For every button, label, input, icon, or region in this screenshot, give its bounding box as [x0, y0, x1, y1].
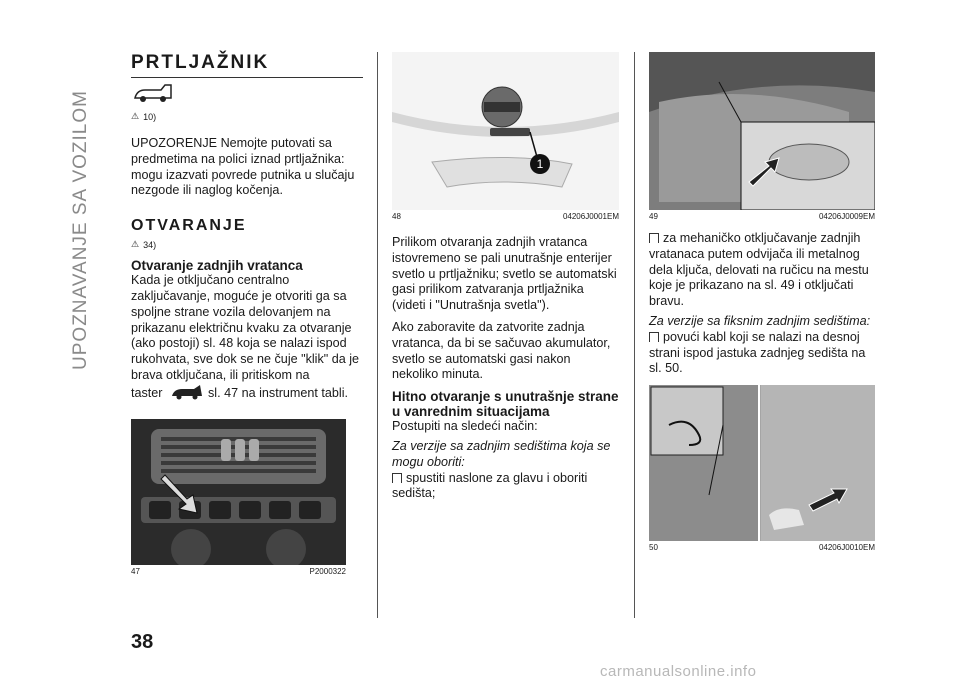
figure-49-trunk-lever [649, 52, 875, 210]
car-trunk-button-icon [170, 384, 204, 405]
warning-text: UPOZORENJE Nemojte putovati sa predmetima na polici iznad prtljažnika: mogu izazvati povrede putnika u slučaju nezgode ili naglog kočenja. [131, 136, 355, 198]
italic-note: Za verzije sa fiksnim zadnjim sedištima: [649, 313, 871, 328]
body-paragraph: Prilikom otvaranja zadnjih vratanca istovremeno se pali unutrašnje enterijer svetlo u prtljažniku; svetlo se automatski gasi prilikom zatvaranja prtljažnika (videti i "Unutrašnja svetla"). [392, 235, 617, 313]
figure-48-tailgate [392, 52, 619, 210]
bullet-bracket-icon [649, 233, 659, 243]
warning-ref: ⚠ 34) [131, 239, 157, 250]
trunk-icon [131, 82, 363, 109]
warning-triangle-icon: ⚠ [131, 239, 140, 250]
subheading: Otvaranje zadnjih vratanca [131, 258, 303, 274]
section-sidebar-label: UPOZNAVANJE SA VOZILOM [70, 90, 91, 370]
callout-label: 1 [536, 157, 544, 171]
figure-caption: 50 04206J0010EM [649, 543, 875, 553]
column-2 [392, 52, 619, 502]
body-paragraph-tail: taster sl. 47 na instrument tabli. [131, 384, 363, 405]
italic-note: Za verzije sa zadnjim sedištima koja se mogu oboriti: [392, 438, 611, 469]
figure-50-seat-cable [649, 385, 875, 541]
warning-triangle-icon: ⚠ [131, 111, 140, 121]
section-heading: PRTLJAŽNIK [131, 52, 270, 73]
figure-caption: 47 P2000322 [131, 566, 346, 576]
heading-rule [131, 77, 363, 78]
bullet-item: povući kabl koji se nalazi na desnoj strani ispod jastuka zadnjeg sedišta na sl. 50. [649, 329, 866, 376]
footer-watermark: carmanualsonline.info [600, 663, 757, 680]
figure-caption: 48 04206J0001EM [392, 212, 619, 221]
bullet-item: za mehaničko otključavanje zadnjih vratanaca putem odvijača ili metalnog dela ključa, delovati na ručicu na mestu koje je prikazano na sl. 49 i otključati bravu. [649, 231, 869, 309]
page-number: 38 [131, 631, 154, 653]
bullet-bracket-icon [392, 473, 402, 483]
body-paragraph: Postupiti na sledeći način: [392, 419, 538, 434]
figure-47-dashboard [131, 419, 346, 565]
warning-ref: ⚠ 10) [131, 111, 157, 122]
column-divider [634, 52, 635, 618]
column-3 [649, 52, 875, 552]
subheading: Hitno otvaranje s unutrašnje strane u vanrednim situacijama [392, 389, 619, 420]
column-1 [131, 52, 363, 576]
body-paragraph: Ako zaboravite da zatvorite zadnja vratanca, da bi se sačuvao akumulator, svetlo se automatski gasi nakon nekoliko minuta. [392, 319, 611, 382]
column-divider [377, 52, 378, 618]
bullet-item: spustiti naslone za glavu i oboriti sedišta; [392, 470, 588, 501]
section-heading-2: OTVARANJE [131, 217, 247, 235]
figure-caption: 49 04206J0009EM [649, 212, 875, 221]
bullet-bracket-icon [649, 332, 659, 342]
body-paragraph: Kada je otključano centralno zaključavanje, moguće je otvoriti ga sa spoljne strane vozila delovanjem na prikazanu električnu kvaku za otvaranje (ako postoji) sl. 48 koja se nalazi ispod rukohvata, sve dok se ne čuje "klik" da je brava otključana, ili pritiskom na [131, 273, 360, 382]
